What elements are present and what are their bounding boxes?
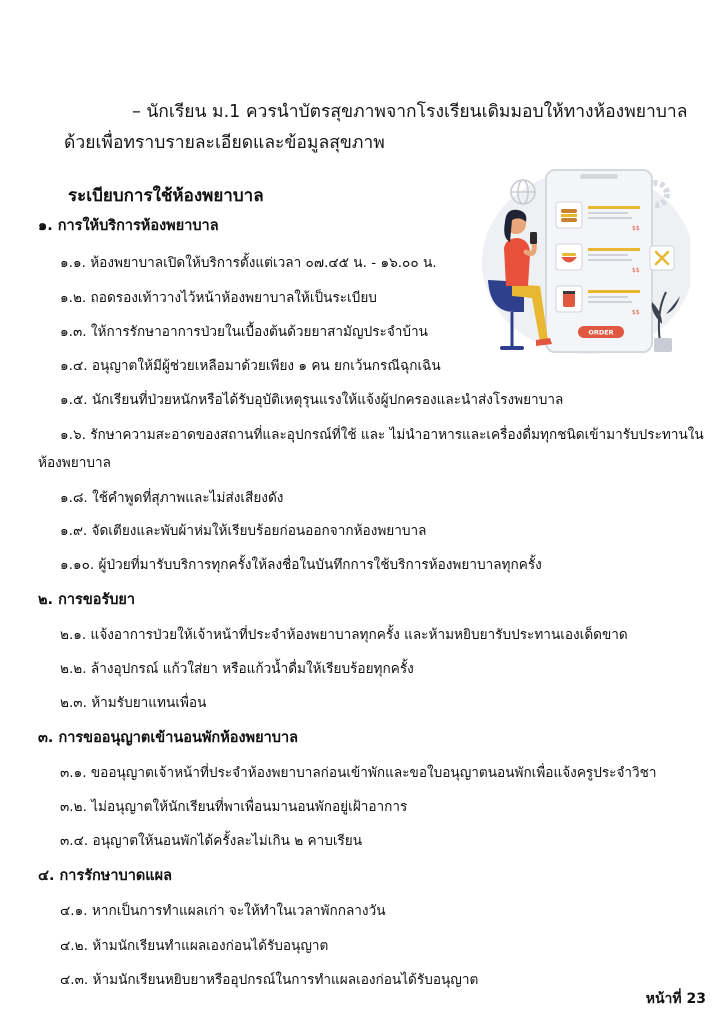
price-tag: $$ bbox=[632, 309, 640, 316]
list-item: ๑.๑. ห้องพยาบาลเปิดให้บริการตั้งแต่เวลา ๐๗.๔๕ น. - ๑๖.๐๐ น. bbox=[60, 255, 437, 271]
hand-phone bbox=[530, 232, 537, 244]
order-button bbox=[578, 326, 624, 338]
list-item: ๓.๒. ไม่อนุญาตให้นักเรียนที่พาเพื่อนมานอนพักอยู่เฝ้าอาการ bbox=[60, 799, 408, 815]
list-item-continuation: ห้องพยาบาล bbox=[38, 455, 111, 471]
section-heading-2: ๒. การขอรับยา bbox=[38, 592, 136, 608]
section-heading-3: ๓. การขออนุญาตเข้านอนพักห้องพยาบาล bbox=[38, 730, 298, 746]
intro-line-1: – นักเรียน ม.1 ควรนำบัตรสุขภาพจากโรงเรียนเดิมมอบให้ทางห้องพยาบาล bbox=[132, 102, 688, 122]
food-order-illustration bbox=[470, 162, 690, 362]
drink-icon bbox=[563, 293, 575, 307]
list-item: ๑.๑๐. ผู้ป่วยที่มารับบริการทุกครั้งให้ลงชื่อในบันทึกการใช้บริการห้องพยาบาลทุกครั้ง bbox=[60, 557, 542, 573]
section-heading-1: ๑. การให้บริการห้องพยาบาล bbox=[38, 218, 219, 234]
list-item: ๑.๘. ใช้คำพูดที่สุภาพและไม่ส่งเสียงดัง bbox=[60, 490, 284, 506]
list-item: ๔.๓. ห้ามนักเรียนหยิบยาหรืออุปกรณ์ในการทำแผลเองก่อนได้รับอนุญาต bbox=[60, 972, 479, 988]
list-item: ๒.๓. ห้ามรับยาแทนเพื่อน bbox=[60, 695, 207, 711]
list-item: ๑.๓. ให้การรักษาอาการป่วยในเบื้องต้นด้วยยาสามัญประจำบ้าน bbox=[60, 324, 428, 340]
utensils-icon bbox=[650, 246, 674, 270]
order-button-label: ORDER bbox=[588, 328, 614, 337]
list-item: ๑.๒. ถอดรองเท้าวางไว้หน้าห้องพยาบาลให้เป็นระเบียบ bbox=[60, 290, 377, 306]
list-item: ๑.๙. จัดเตียงและพับผ้าห่มให้เรียบร้อยก่อนออกจากห้องพยาบาล bbox=[60, 523, 427, 539]
list-item: ๒.๒. ล้างอุปกรณ์ แก้วใส่ยา หรือแก้วน้ำดื่มให้เรียบร้อยทุกครั้ง bbox=[60, 661, 414, 677]
list-item: ๓.๑. ขออนุญาตเจ้าหน้าที่ประจำห้องพยาบาลก่อนเข้าพักและขอใบอนุญาตนอนพักเพื่อแจ้งครูประจำวิชา bbox=[60, 765, 657, 781]
list-item: ๑.๖. รักษาความสะอาดของสถานที่และอุปกรณ์ที่ใช้ และ ไม่นำอาหารและเครื่องดื่มทุกชนิดเข้ามารับประทานใน bbox=[60, 427, 704, 443]
list-item: ๑.๔. อนุญาตให้มีผู้ช่วยเหลือมาด้วยเพียง ๑ คน ยกเว้นกรณีฉุกเฉิน bbox=[60, 358, 441, 374]
list-item: ๓.๔. อนุญาตให้นอนพักได้ครั้งละไม่เกิน ๒ คาบเรียน bbox=[60, 833, 363, 849]
page-title: ระเบียบการใช้ห้องพยาบาล bbox=[68, 186, 264, 206]
price-tag: $$ bbox=[632, 225, 640, 232]
page-number: หน้าที่ 23 bbox=[645, 991, 706, 1007]
section-heading-4: ๔. การรักษาบาดแผล bbox=[38, 868, 172, 884]
shirt bbox=[504, 238, 530, 286]
intro-line-2: ด้วยเพื่อทราบรายละเอียดและข้อมูลสุขภาพ bbox=[64, 133, 385, 153]
burger-icon bbox=[561, 209, 577, 213]
phone-speaker bbox=[580, 174, 618, 179]
list-item: ๔.๑. หากเป็นการทำแผลเก่า จะให้ทำในเวลาพักกลางวัน bbox=[60, 903, 386, 919]
list-item: ๒.๑. แจ้งอาการป่วยให้เจ้าหน้าที่ประจำห้องพยาบาลทุกครั้ง และห้ามหยิบยารับประทานเองเด็ดขาด bbox=[60, 627, 628, 643]
list-item: ๔.๒. ห้ามนักเรียนทำแผลเองก่อนได้รับอนุญาต bbox=[60, 938, 329, 954]
list-item: ๑.๕. นักเรียนที่ป่วยหนักหรือได้รับอุบัติเหตุรุนแรงให้แจ้งผู้ปกครองและนำส่งโรงพยาบาล bbox=[60, 392, 564, 408]
price-tag: $$ bbox=[632, 267, 640, 274]
